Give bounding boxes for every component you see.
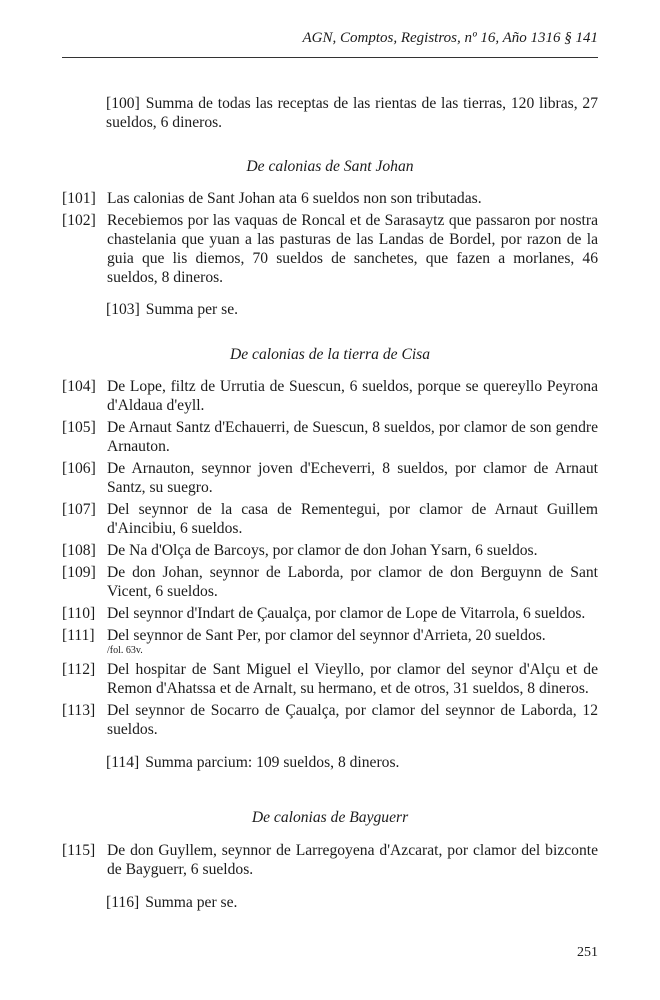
entry-text: Del seynnor de Socarro de Çaualça, por clamor del seynnor de Laborda, 12 sueldos.	[107, 702, 598, 738]
entry-text: Summa per se.	[145, 301, 239, 318]
entry-105	[62, 418, 598, 456]
entry-text: Summa de todas las receptas de las rientas de las tierras, 120 libras, 27 sueldos, 6 dineros.	[106, 95, 598, 131]
entry-number: [108]	[62, 542, 96, 559]
entry-106	[62, 459, 598, 497]
entry-text: Del seynnor de Sant Per, por clamor del seynnor d'Arrieta, 20 sueldos.	[107, 627, 546, 644]
entry-text: De Arnaut Santz d'Echauerri, de Suescun, 8 sueldos, por clamor de son gendre Arnauton.	[107, 419, 598, 455]
page-number: 251	[577, 945, 598, 960]
entry-113	[62, 701, 598, 739]
entry-text: De Na d'Olça de Barcoys, por clamor de don Johan Ysarn, 6 sueldos.	[107, 542, 538, 559]
entry-103	[62, 300, 598, 319]
entry-number: [115]	[62, 842, 96, 859]
entry-107	[62, 500, 598, 538]
entry-109	[62, 563, 598, 601]
entry-number: [114]	[106, 754, 140, 771]
section-heading-tierra-de-cisa: De calonias de la tierra de Cisa	[229, 346, 431, 363]
entry-number: [101]	[62, 190, 96, 207]
entry-text: Summa per se.	[145, 894, 238, 911]
page-body	[62, 94, 598, 912]
entry-101	[62, 189, 598, 208]
entry-number: [106]	[62, 460, 96, 477]
entry-number: [113]	[62, 702, 96, 719]
entry-text: Las calonias de Sant Johan ata 6 sueldos non son tributadas.	[107, 190, 482, 207]
entry-text: De Lope, filtz de Urrutia de Suescun, 6 sueldos, porque se quereyllo Peyrona d'Aldaua d'eyll.	[107, 378, 598, 414]
entry-number: [112]	[62, 661, 96, 678]
running-header: AGN, Comptos, Registros, nº 16, Año 1316 § 141	[62, 30, 598, 58]
entry-100	[62, 94, 598, 132]
entry-number: [102]	[62, 212, 96, 229]
entry-114	[62, 753, 598, 772]
entry-number: [107]	[62, 501, 96, 518]
entry-104	[62, 377, 598, 415]
entry-number: [103]	[106, 301, 140, 318]
entry-number: [104]	[62, 378, 96, 395]
entry-112	[62, 660, 598, 698]
entry-text: Recebiemos por las vaquas de Roncal et de Sarasaytz que passaron por nostra chastelania que yuan a las pasturas de las Landas de Bordel, por razon de la guia que lis diemos, 70 sueldos de sanchetes, que fazen a morlanes, 46 sueldos, 8 dineros.	[107, 212, 598, 286]
entry-text: Summa parcium: 109 sueldos, 8 dineros.	[145, 754, 400, 771]
entry-number: [110]	[62, 605, 96, 622]
entry-number: [100]	[106, 95, 140, 112]
section-heading-bayguerr: De calonias de Bayguerr	[251, 809, 409, 826]
entry-108	[62, 541, 598, 560]
entry-102	[62, 211, 598, 287]
entry-115	[62, 841, 598, 879]
section-heading-sant-johan: De calonias de Sant Johan	[246, 158, 414, 175]
entry-text: De don Guyllem, seynnor de Larregoyena d'Azcarat, por clamor del bizconte de Bayguerr, 6 sueldos.	[107, 842, 598, 878]
entry-number: [111]	[62, 627, 95, 644]
folio-marker: /fol. 63v.	[107, 645, 143, 656]
entry-116	[62, 893, 598, 912]
entry-text: Del seynnor de la casa de Rementegui, por clamor de Arnaut Guillem d'Aincibiu, 6 sueldos.	[107, 501, 598, 537]
entry-text: De Arnauton, seynnor joven d'Echeverri, 8 sueldos, por clamor de Arnaut Santz, su suegro.	[107, 460, 598, 496]
entry-text: Del seynnor d'Indart de Çaualça, por clamor de Lope de Vitarrola, 6 sueldos.	[107, 605, 586, 622]
entry-number: [109]	[62, 564, 96, 581]
entry-number: [105]	[62, 419, 96, 436]
entry-text: De don Johan, seynnor de Laborda, por clamor de don Berguynn de Sant Vicent, 6 sueldos.	[107, 564, 598, 600]
entry-111	[62, 626, 598, 657]
entry-number: [116]	[106, 894, 140, 911]
entry-110	[62, 604, 598, 623]
entry-text: Del hospitar de Sant Miguel el Vieyllo, por clamor del seynor d'Alçu et de Remon d'Ahatssa et de Arnalt, su hermano, et de otros, 31 sueldos, 8 dineros.	[107, 661, 598, 697]
